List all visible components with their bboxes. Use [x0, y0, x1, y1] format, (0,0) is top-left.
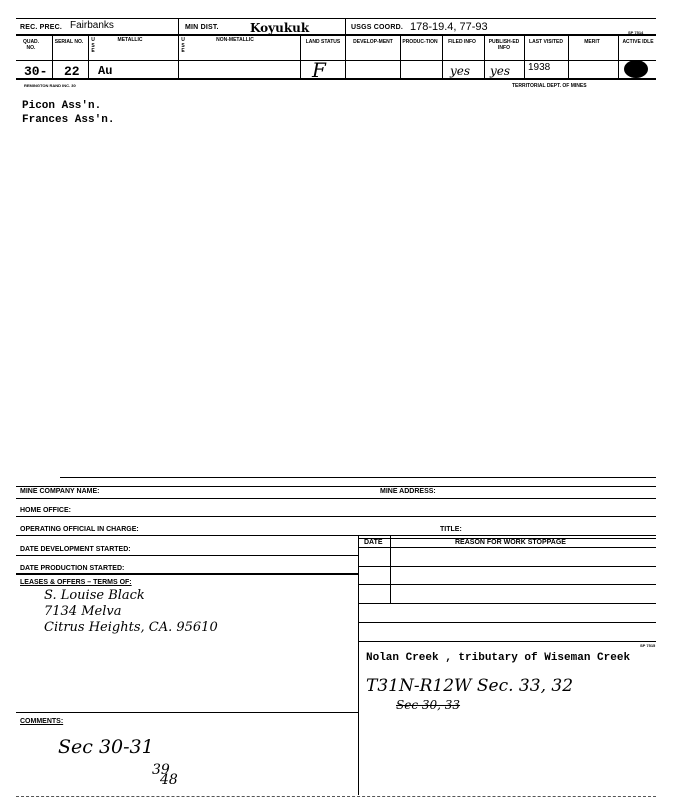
- col-divider: [400, 34, 401, 78]
- usgs-coord-label: USGS COORD.: [351, 24, 403, 31]
- col-active-idle: ACTIVE IDLE: [622, 39, 654, 45]
- header-bottom-line: [16, 78, 656, 80]
- title-label: TITLE:: [440, 526, 462, 533]
- date-dev-label: DATE DEVELOPMENT STARTED:: [20, 546, 131, 553]
- min-dist-label: MIN DIST.: [185, 24, 219, 31]
- rule-line: [358, 584, 656, 585]
- rule-line: [358, 566, 656, 567]
- comments-label: COMMENTS:: [20, 718, 64, 725]
- rule-line: [358, 622, 656, 623]
- date-prod-label: DATE PRODUCTION STARTED:: [20, 565, 125, 572]
- col-development: DEVELOP-MENT: [353, 39, 393, 45]
- bottom-edge-line: [16, 796, 656, 797]
- row-serial: 22: [64, 64, 80, 79]
- col-last-visited: LAST VISITED: [529, 39, 563, 45]
- header-top-line: [16, 18, 656, 19]
- divider-min-dist: [178, 18, 179, 80]
- col-metallic: METALLIC: [117, 37, 143, 43]
- comments-line-2: 39: [152, 762, 170, 778]
- col-divider: [442, 34, 443, 78]
- comments-line-3: 48: [160, 772, 178, 788]
- location-handwritten: T31N-R12W Sec. 33, 32: [366, 676, 574, 696]
- rule-line: [16, 712, 358, 713]
- active-idle-mark: [624, 60, 648, 78]
- header-row-top-line: [16, 60, 656, 61]
- col-divider: [88, 34, 89, 78]
- row-published-info: yes: [490, 64, 511, 78]
- row-last-visited: 1938: [528, 62, 551, 73]
- col-merit: MERIT: [584, 39, 600, 45]
- row-quad: 30-: [24, 64, 48, 79]
- col-divider: [618, 34, 619, 78]
- rule-line: [358, 547, 656, 548]
- col-published-info: PUBLISH-ED INFO: [488, 39, 520, 51]
- section-top-line: [60, 477, 656, 478]
- location-typed: Nolan Creek , tributary of Wiseman Creek: [366, 652, 631, 664]
- col-divider: [52, 34, 53, 78]
- row-metallic: Au: [98, 64, 113, 78]
- rule-line: [16, 498, 656, 499]
- form-number: SP 7514: [628, 30, 644, 35]
- leases-label: LEASES & OFFERS – TERMS OF:: [20, 579, 132, 586]
- divider-usgs: [345, 18, 346, 80]
- rec-prec-value: Fairbanks: [70, 20, 114, 31]
- mine-company-label: MINE COMPANY NAME:: [20, 488, 100, 495]
- col-divider: [568, 34, 569, 78]
- rule-line: [358, 603, 656, 604]
- col-non-metallic: NON-METALLIC: [216, 37, 254, 43]
- header-mid-line: [16, 34, 656, 36]
- lease-line-3: Citrus Heights, CA. 95610: [44, 620, 218, 635]
- imprint-left: REMINGTON RAND INC. 30: [24, 83, 76, 88]
- rule-line: [16, 516, 656, 517]
- col-filed-info: FILED INFO: [448, 39, 476, 45]
- col-quad-no: QUAD. NO.: [22, 39, 40, 51]
- date-col-header: DATE: [364, 539, 383, 546]
- col-divider: [484, 34, 485, 78]
- date-col-divider: [390, 535, 391, 603]
- col-use-metallic: U S E: [91, 37, 95, 54]
- mine-address-label: MINE ADDRESS:: [380, 488, 436, 495]
- row-filed-info: yes: [450, 64, 471, 78]
- col-serial-no: SERIAL NO.: [54, 39, 84, 45]
- col-divider: [524, 34, 525, 78]
- home-office-label: HOME OFFICE:: [20, 507, 71, 514]
- rec-prec-label: REC. PREC.: [20, 24, 63, 31]
- min-dist-value: Koyukuk: [250, 21, 310, 35]
- col-land-status: LAND STATUS: [305, 39, 341, 45]
- col-use-nonmetallic: U S E: [181, 37, 185, 54]
- rule-line: [16, 555, 358, 556]
- row-land-status: F: [312, 58, 326, 82]
- col-production: PRODUC-TION: [402, 39, 438, 45]
- rule-line: [16, 573, 358, 575]
- lease-line-1: S. Louise Black: [44, 588, 145, 603]
- lease-line-2: 7134 Melva: [44, 604, 122, 619]
- comments-line-1: Sec 30-31: [58, 736, 154, 758]
- rule-line: [16, 486, 656, 487]
- operating-official-label: OPERATING OFFICIAL IN CHARGE:: [20, 526, 139, 533]
- form-number-2: SP 7515: [640, 643, 656, 648]
- rule-line: [358, 641, 656, 642]
- col-divider: [300, 34, 301, 78]
- location-struck: Sec 30, 33: [396, 698, 461, 712]
- rule-line: [16, 535, 656, 536]
- reason-col-header: REASON FOR WORK STOPPAGE: [455, 539, 566, 546]
- usgs-coord-value: 178-19.4, 77-93: [410, 21, 488, 33]
- claim-1: Picon Ass'n.: [22, 100, 102, 112]
- claim-2: Frances Ass'n.: [22, 114, 115, 126]
- right-panel-divider: [358, 535, 359, 795]
- imprint-right: TERRITORIAL DEPT. OF MINES: [512, 83, 587, 89]
